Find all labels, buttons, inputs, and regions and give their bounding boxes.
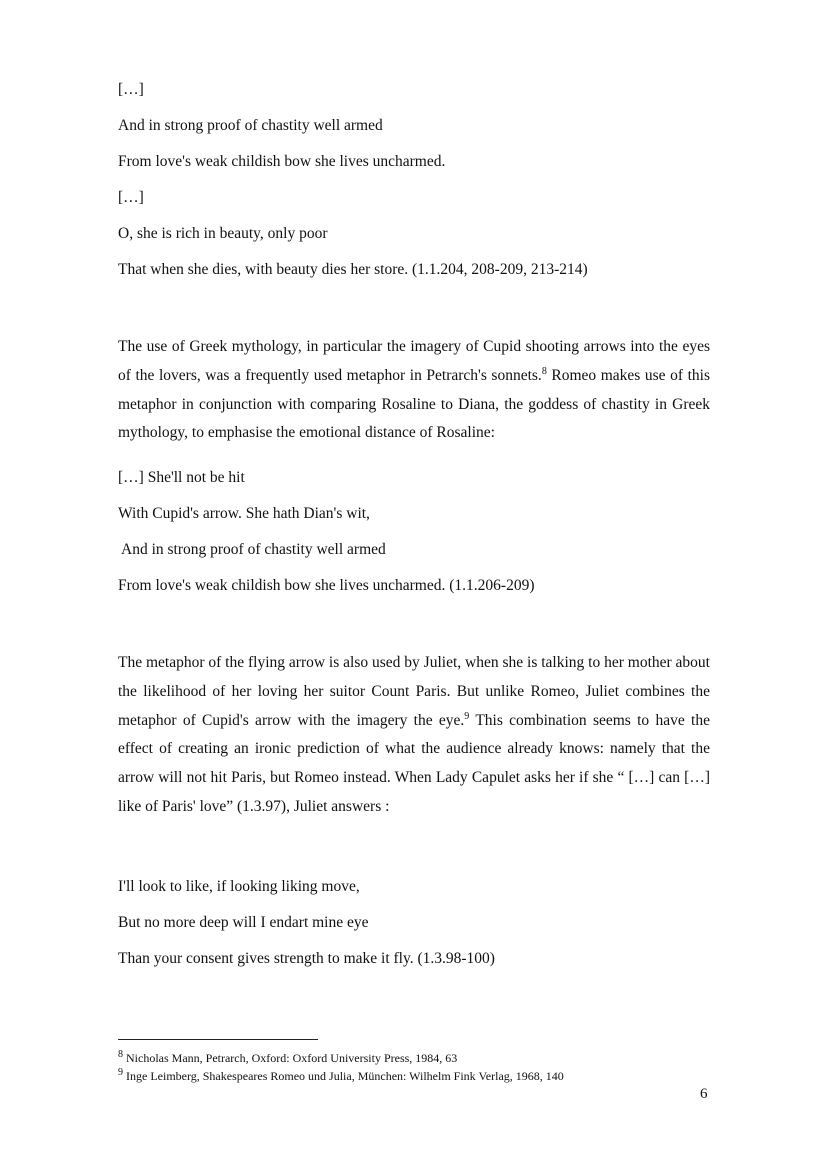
quote-line: I'll look to like, if looking liking move, [118, 878, 360, 895]
quote-line: And in strong proof of chastity well armed [118, 541, 386, 558]
quote-line: O, she is rich in beauty, only poor [118, 225, 328, 242]
footnote-text: Inge Leimberg, Shakespeares Romeo und Julia, München: Wilhelm Fink Verlag, 1968, 140 [123, 1069, 564, 1083]
footnote-reference[interactable]: 9 [464, 710, 470, 722]
footnote-number: 8 [118, 1049, 123, 1060]
quote-line: […] She'll not be hit [118, 469, 245, 486]
paragraph-text: The use of Greek mythology, in particular the imagery of Cupid shooting arrows into the eyes of the lovers, was a frequently used metaphor in Petrarch's sonnets. [118, 338, 710, 384]
quote-line: But no more deep will I endart mine eye [118, 914, 369, 931]
body-paragraph [118, 649, 710, 822]
paragraph-text: The metaphor of the flying arrow is also used by Juliet, when she is talking to her mother about the likelihood of her loving her suitor Count Paris. But unlike Romeo, Juliet combines the metaphor of Cupid's arrow with the imagery the eye. [118, 654, 710, 729]
quote-line: And in strong proof of chastity well armed [118, 117, 383, 134]
quote-line: That when she dies, with beauty dies her store. (1.1.204, 208-209, 213-214) [118, 261, 588, 278]
quote-line: Than your consent gives strength to make it fly. (1.3.98-100) [118, 950, 495, 967]
paragraph-text: Romeo makes use of this metaphor in conjunction with comparing Rosaline to Diana, the goddess of chastity in Greek mythology, to emphasise the emotional distance of Rosaline: [118, 366, 710, 442]
footnote [118, 1068, 564, 1084]
footnote-reference[interactable]: 8 [541, 365, 547, 377]
quote-line: From love's weak childish bow she lives uncharmed. [118, 153, 446, 170]
page-number: 6 [700, 1086, 708, 1102]
footnote-text: Nicholas Mann, Petrarch, Oxford: Oxford University Press, 1984, 63 [123, 1051, 458, 1065]
footnote-number: 9 [118, 1067, 123, 1078]
paragraph-text: This combination seems to have the effect of creating an ironic prediction of what the audience already knows: namely that the arrow will not hit Paris, but Romeo instead. When Lady Capulet asks her if she “ […] can […] like of Paris' love” (1.3.97), Juliet answers : [118, 711, 710, 815]
footnote [118, 1050, 457, 1066]
body-paragraph [118, 333, 710, 448]
quote-line: […] [118, 81, 144, 98]
quote-line: With Cupid's arrow. She hath Dian's wit, [118, 505, 370, 522]
quote-line: […] [118, 189, 144, 206]
footnote-separator [118, 1039, 318, 1040]
quote-line: From love's weak childish bow she lives uncharmed. (1.1.206-209) [118, 577, 535, 594]
